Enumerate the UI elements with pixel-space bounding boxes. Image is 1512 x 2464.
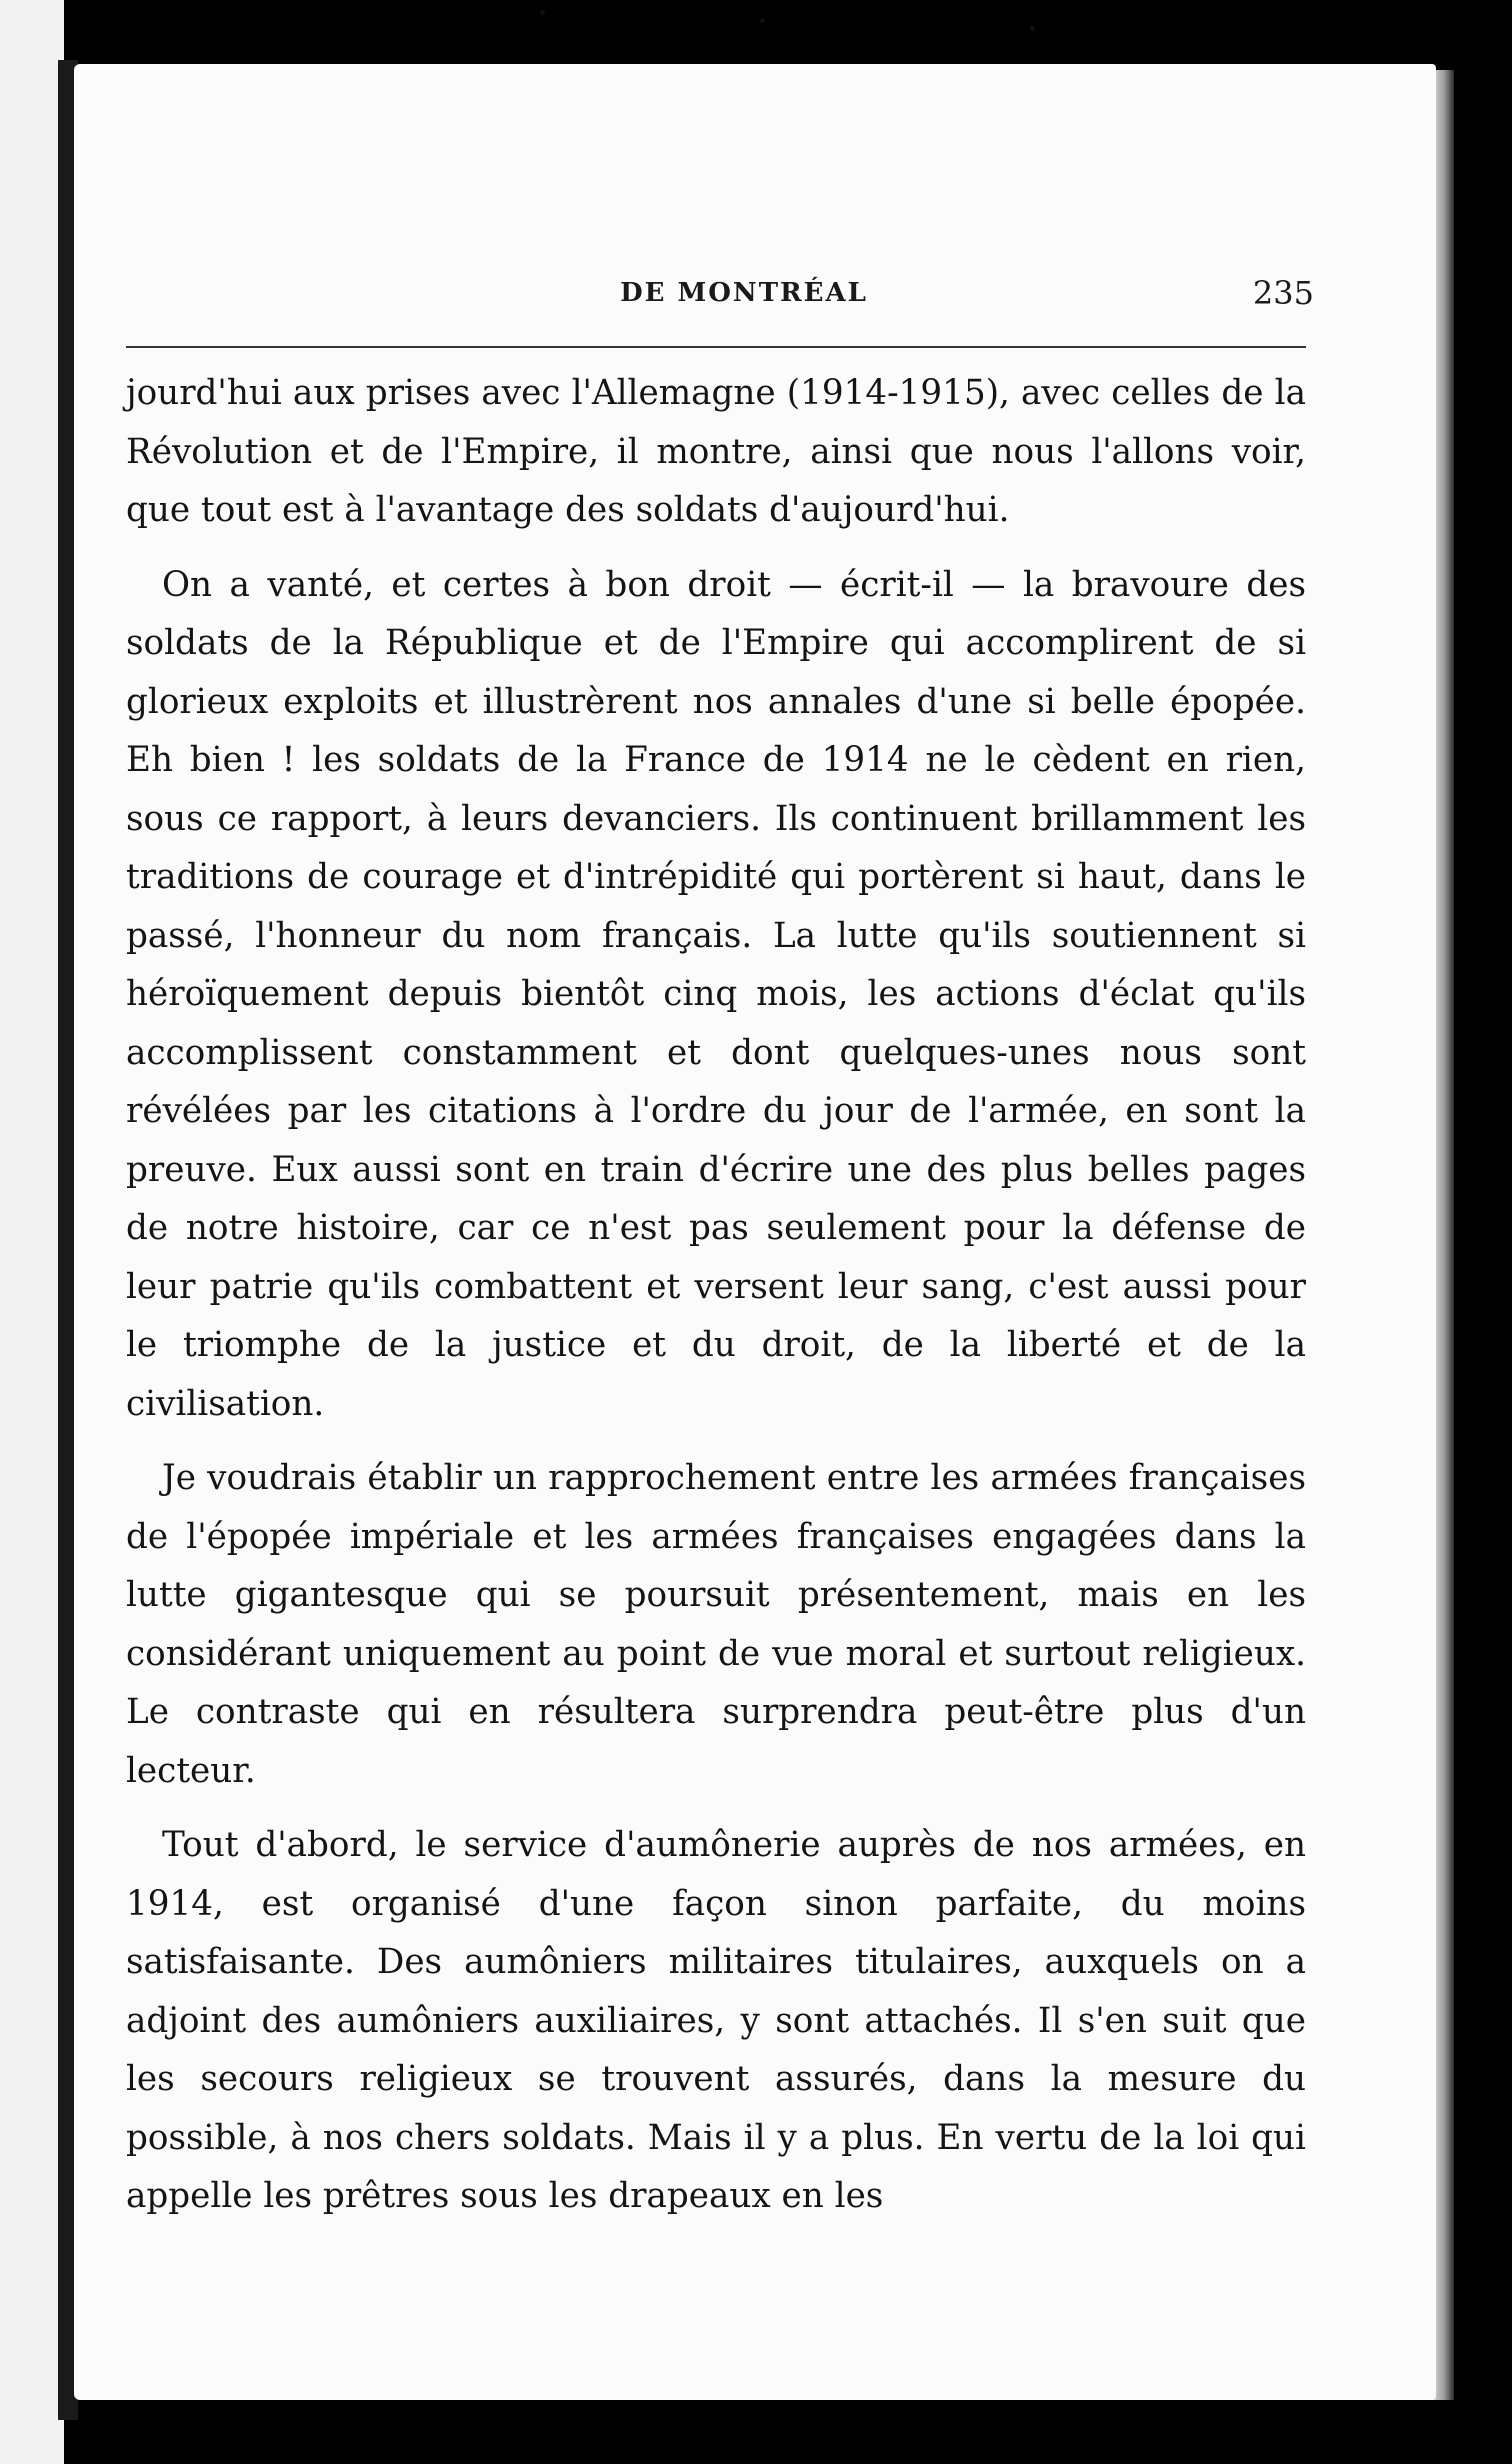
running-title: DE MONTRÉAL (620, 278, 868, 308)
scan-speck (1030, 26, 1035, 31)
page-header (174, 274, 1314, 330)
paragraph-4: Tout d'abord, le service d'aumônerie auprès de nos armées, en 1914, est organisé d'une façon sinon parfaite, du moins satisfaisante. Des aumôniers militaires titulaires, auxquels on a adjoint des aumôniers auxiliaires, y sont attachés. Il s'en suit que les secours religieux se trouvent assurés, dans la mesure du possible, à nos chers soldats. Mais il y a plus. En vertu de la loi qui appelle les prêtres sous les drapeaux en les (126, 1825, 1306, 2216)
header-rule (126, 346, 1306, 348)
body-text (126, 364, 1306, 2226)
paragraph-3: Je voudrais établir un rapprochement entre les armées françaises de l'épopée impériale et les armées françaises engagées dans la lutte gigantesque qui se poursuit présentement, mais en les considérant uniquement au point de vue moral et surtout religieux. Le contraste qui en résultera surprendra peut-être plus d'un lecteur. (126, 1458, 1306, 1791)
paragraph-1: jourd'hui aux prises avec l'Allemagne (1914-1915), avec celles de la Révolution et de l'Empire, il montre, ainsi que nous l'allons voir, que tout est à l'avantage des soldats d'aujourd'hui. (126, 373, 1306, 530)
book-page (74, 64, 1436, 2400)
scan-speck (540, 10, 545, 15)
scan-speck (760, 18, 765, 23)
page-number: 235 (1252, 274, 1314, 312)
paragraph-2: On a vanté, et certes à bon droit — écrit-il — la bravoure des soldats de la République et de l'Empire qui accomplirent de si glorieux exploits et illustrèrent nos annales d'une si belle épopée. Eh bien ! les soldats de la France de 1914 ne le cèdent en rien, sous ce rapport, à leurs devanciers. Ils continuent brillamment les traditions de courage et d'intrépidité qui portèrent si haut, dans le passé, l'honneur du nom français. La lutte qu'ils soutiennent si héroïquement depuis bientôt cinq mois, les actions d'éclat qu'ils accomplissent constamment et dont quelques-unes nous sont révélées par les citations à l'ordre du jour de l'armée, en sont la preuve. Eux aussi sont en train d'écrire une des plus belles pages de notre histoire, car ce n'est pas seulement pour la défense de leur patrie qu'ils combattent et versent leur sang, c'est aussi pour le triomphe de la justice et du droit, de la liberté et de la civilisation. (126, 564, 1306, 1424)
binding-edge (0, 0, 64, 2464)
